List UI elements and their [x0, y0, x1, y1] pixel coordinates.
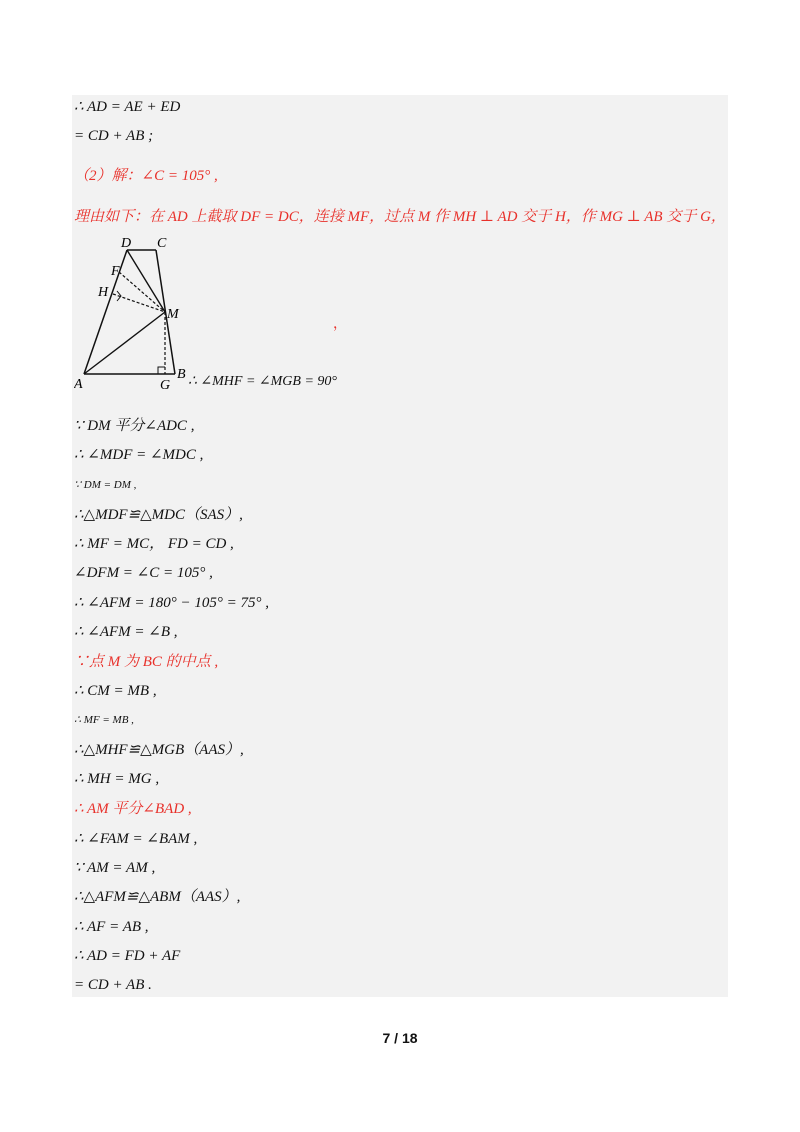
solution-line: = CD + AB ; [74, 128, 154, 144]
solution-line: ∴ ∠AFM = 180° − 105° = 75° , [74, 595, 270, 611]
label-F: F [111, 264, 120, 279]
segment-DM [127, 250, 165, 312]
solution-line: ∴ MH = MG , [74, 771, 160, 787]
solution-line: ∴△MDF≌△MDC（SAS）, [74, 507, 243, 523]
label-H: H [98, 285, 109, 300]
label-D: D [121, 236, 132, 251]
edge-AD [84, 250, 127, 374]
solution-line: ∵ AM = AM , [74, 860, 156, 876]
solution-line: ∴ ∠FAM = ∠BAM , [74, 831, 198, 847]
solution-line: ∴△MHF≌△MGB（AAS）, [74, 742, 244, 758]
solution-line: 理由如下：在 AD 上截取 DF = DC，连接 MF，过点 M 作 MH ⊥ AD 交于 H，作 MG ⊥ AB 交于 G， [74, 209, 726, 225]
solution-line: ∴ ∠MDF = ∠MDC , [74, 447, 204, 463]
solution-line: ∴ MF = MB , [74, 714, 134, 726]
solution-line: ∴ AD = AE + ED [74, 99, 181, 115]
solution-line: ∵点 M 为 BC 的中点 , [74, 654, 219, 670]
solution-line: ∴ ∠AFM = ∠B , [74, 624, 178, 640]
right-angle-G [158, 367, 165, 374]
solution-line: ∵ DM = DM , [74, 479, 137, 491]
solution-line: ∴ CM = MB , [74, 683, 157, 699]
segment-AM [84, 312, 165, 374]
solution-line: ∴ AF = AB , [74, 919, 149, 935]
page-number: 7 / 18 [382, 1030, 418, 1046]
label-C: C [157, 236, 167, 251]
solution-line: ∠DFM = ∠C = 105° , [74, 565, 213, 581]
solution-line: ∴△AFM≌△ABM（AAS）, [74, 889, 241, 905]
stray-comma: ， [333, 317, 347, 332]
segment-MF [119, 272, 165, 312]
solution-line: ∴ AD = FD + AF [74, 948, 181, 964]
solution-line: ∴ AM 平分∠BAD , [74, 801, 192, 817]
right-angle-statement: ∴ ∠MHF = ∠MGB = 90° [188, 374, 338, 389]
label-M: M [167, 307, 179, 322]
label-B: B [177, 367, 186, 382]
solution-line: （2）解：∠C = 105° , [74, 168, 218, 184]
solution-line: ∵ DM 平分∠ADC , [74, 418, 195, 434]
label-G: G [160, 378, 171, 392]
solution-line: = CD + AB . [74, 977, 152, 993]
label-A: A [74, 377, 83, 392]
solution-line: ∴ MF = MC， FD = CD , [74, 536, 234, 552]
geometry-figure [74, 236, 194, 392]
